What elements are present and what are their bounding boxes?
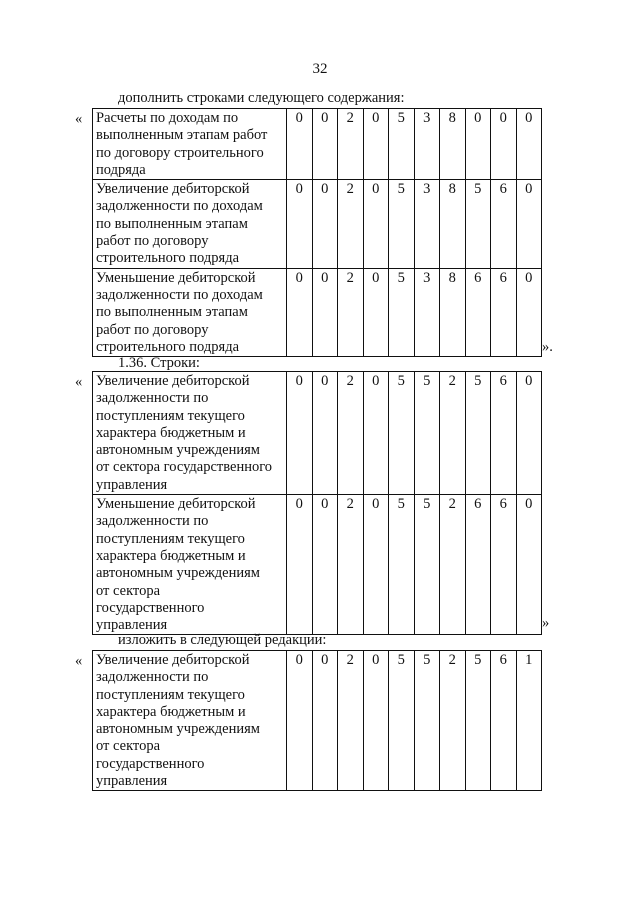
code-digit: 0 [516,268,542,356]
code-digit: 5 [389,180,415,268]
code-digit: 5 [389,268,415,356]
label-line: поступлениям текущего [96,686,245,703]
code-digit: 6 [465,495,491,635]
code-digit: 2 [338,651,364,791]
code-digit: 0 [287,180,313,268]
code-digit: 0 [363,268,389,356]
label-line: работ по договору [96,321,209,338]
code-digit: 2 [338,268,364,356]
code-digit: 8 [440,109,466,180]
code-digit: 5 [389,372,415,495]
codes-table-added [92,108,542,357]
heading-section-1-36: 1.36. Строки: [118,355,200,371]
label-line: от сектора государственного [96,459,273,476]
table-row [93,495,542,635]
code-digit: 5 [414,372,440,495]
open-quote: « [75,111,83,127]
code-digit: 6 [491,372,517,495]
code-digit: 0 [312,268,338,356]
code-digit: 0 [287,109,313,180]
label-line: государственного [96,755,205,772]
code-digit: 0 [516,180,542,268]
code-digit: 0 [363,109,389,180]
code-digit: 5 [389,109,415,180]
code-digit: 5 [414,495,440,635]
code-digit: 1 [516,651,542,791]
code-digit: 0 [516,109,542,180]
table-row [93,372,542,495]
code-digit: 2 [338,372,364,495]
label-line: Уменьшение дебиторской [96,269,256,286]
codes-table-old [92,371,542,635]
code-digit: 0 [287,651,313,791]
code-digit: 6 [491,268,517,356]
close-quote: » [542,615,550,631]
label-line: выполненным этапам работ [96,127,268,144]
label-line: государственного [96,599,205,616]
code-digit: 8 [440,268,466,356]
label-line: характера бюджетным и [96,547,246,564]
code-digit: 0 [516,495,542,635]
code-digit: 2 [338,109,364,180]
code-digit: 0 [363,651,389,791]
code-digit: 0 [312,651,338,791]
code-digit: 0 [312,109,338,180]
label-line: задолженности по доходам [96,286,263,303]
code-digit: 2 [338,180,364,268]
code-digit: 2 [440,651,466,791]
code-digit: 8 [440,180,466,268]
code-digit: 2 [338,495,364,635]
row-label [93,180,287,268]
close-quote: ». [542,339,553,355]
label-line: управления [96,773,168,790]
row-label [93,651,287,791]
label-line: Увеличение дебиторской [96,373,250,389]
row-label [93,268,287,356]
label-line: строительного подряда [96,338,240,355]
code-digit: 0 [312,495,338,635]
label-line: Увеличение дебиторской [96,652,250,668]
code-digit: 0 [287,268,313,356]
open-quote: « [75,653,83,669]
code-digit: 0 [287,495,313,635]
table-row [93,651,542,791]
label-line: поступлениям текущего [96,530,245,547]
code-digit: 5 [414,651,440,791]
code-digit: 0 [363,372,389,495]
code-digit: 3 [414,268,440,356]
code-digit: 3 [414,180,440,268]
label-line: характера бюджетным и [96,424,246,441]
label-line: поступлениям текущего [96,407,245,424]
label-line: по выполненным этапам [96,304,248,321]
table-row [93,109,542,180]
code-digit: 2 [440,495,466,635]
code-digit: 2 [440,372,466,495]
code-digit: 0 [312,180,338,268]
page-number: 32 [312,61,328,77]
heading-add-rows: дополнить строками следующего содержания: [118,90,405,106]
code-digit: 6 [465,268,491,356]
label-line: Уменьшение дебиторской [96,496,256,513]
label-line: от сектора [96,738,161,755]
label-line: подряда [96,161,146,178]
code-digit: 0 [312,372,338,495]
label-line: управления [96,476,168,493]
code-digit: 0 [287,372,313,495]
label-line: от сектора [96,582,161,599]
label-line: автономным учреждениям [96,442,260,459]
row-label [93,109,287,180]
code-digit: 5 [465,180,491,268]
heading-new-edition: изложить в следующей редакции: [118,632,327,648]
label-line: работ по договору [96,233,209,250]
label-line: Расчеты по доходам по [96,110,239,126]
label-line: задолженности по [96,513,209,530]
label-line: характера бюджетным и [96,703,246,720]
code-digit: 5 [389,651,415,791]
code-digit: 6 [491,495,517,635]
code-digit: 6 [491,651,517,791]
code-digit: 5 [465,651,491,791]
table-row [93,268,542,356]
label-line: задолженности по [96,669,209,686]
code-digit: 5 [389,495,415,635]
codes-table-new [92,650,542,791]
code-digit: 0 [491,109,517,180]
open-quote: « [75,374,83,390]
code-digit: 3 [414,109,440,180]
row-label [93,372,287,495]
label-line: по договору строительного [96,144,264,161]
table-row [93,180,542,268]
label-line: задолженности по доходам [96,198,263,215]
code-digit: 0 [363,495,389,635]
code-digit: 6 [491,180,517,268]
code-digit: 0 [363,180,389,268]
label-line: автономным учреждениям [96,565,260,582]
label-line: строительного подряда [96,250,240,267]
code-digit: 0 [465,109,491,180]
row-label [93,495,287,635]
code-digit: 0 [516,372,542,495]
label-line: управления [96,617,168,634]
code-digit: 5 [465,372,491,495]
label-line: автономным учреждениям [96,721,260,738]
label-line: Увеличение дебиторской [96,181,250,198]
label-line: по выполненным этапам [96,215,248,232]
label-line: задолженности по [96,390,209,407]
